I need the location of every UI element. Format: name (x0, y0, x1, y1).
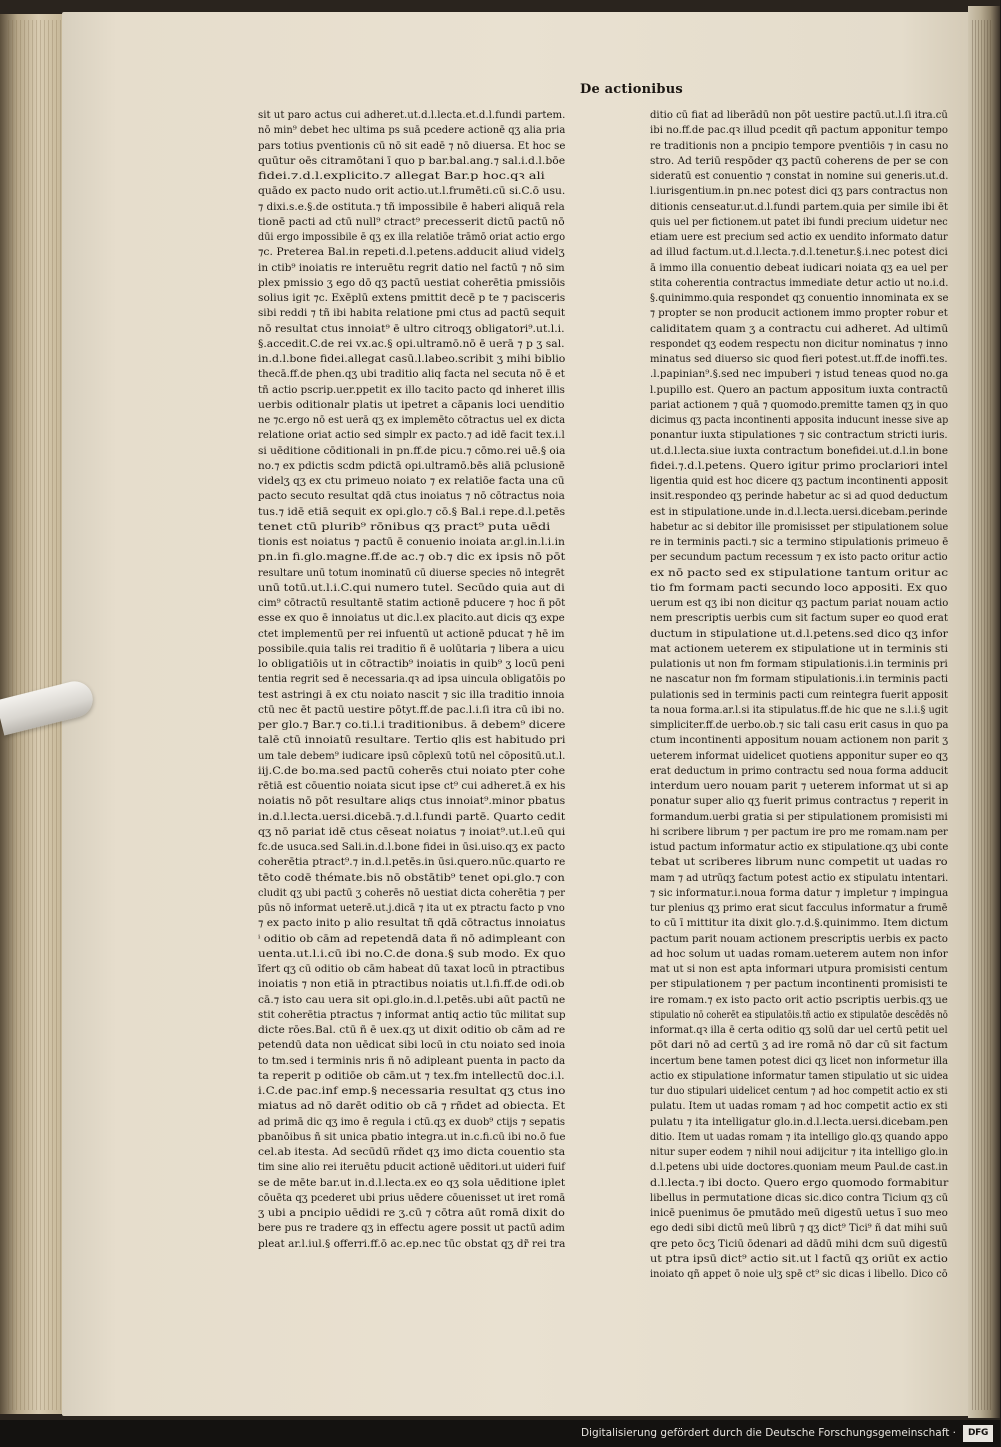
text-line: minatus sed diuerso sic quod fieri potest.ut.ff.de inoffi.tes. (650, 353, 948, 365)
text-line: respondet qʒ eodem respectu non dicitur nominatus ⁊ inno (650, 337, 948, 350)
text-line: tñ actio pscrip.uer.ppetit ex illo tacito pacto qd inheret illis (258, 383, 565, 396)
text-line: bere pus re tradere qʒ in effectu agere possit ut pactū adim (258, 1222, 565, 1235)
text-line: se de mēte bar.ut in.d.l.lecta.ex eo qʒ sola uēditione iplet (258, 1176, 566, 1189)
text-line: ⁊ ex pacto inito p alio resultat tñ qdā cōtractus innoiatus (258, 917, 566, 930)
text-line: pacto secuto resultat qdā ctus inoiatus ⁊ nō cōtractus noia (258, 490, 565, 503)
text-line: cludit qʒ ubi pactū ʒ coherēs nō uestiat dicta coherētia ⁊ per (258, 886, 566, 899)
text-line: um tale debem⁹ iudicare ipsū cōplexū totū nel cōpositū.ut.l. (258, 749, 566, 762)
text-line: ego dedi sibi dictū meū librū ⁊ qʒ dict⁹ Tici⁹ ñ dat mihi suū (650, 1222, 948, 1235)
text-line: pulationis sed in terminis pacti cum reintegra fuerit apposit (650, 688, 948, 701)
text-line: ā immo illa conuentio debeat iudicari noiata qʒ ea uel per (650, 261, 948, 274)
text-line: inoiatis ⁊ non etiā in ptractibus noiatis ut.l.fi.ff.de odi.ob (258, 978, 565, 991)
text-line: .l.papinian⁹.§.sed nec impuberi ⁊ istud teneas quod no.ga (650, 368, 949, 381)
text-line: plex pmissio ʒ ego dō qʒ pactū uestiat coherētia pmissiōis (258, 276, 566, 289)
text-line: mat ut si non est apta informari utpura promisisti centum (650, 963, 948, 975)
text-line: to cū ī mittitur ita dixit glo.⁊.d.§.quinimmo. Item dictum (650, 917, 949, 930)
text-line: miatus ad nō darēt oditio ob cā ⁊ rñdet ad obiecta. Et (258, 1100, 566, 1113)
text-line: pōt dari nō ad certū ʒ ad ire romā nō dar cū sit factum (650, 1039, 948, 1052)
text-line: test astringi ā ex ctu noiato nascit ⁊ sic illa traditio innoia (258, 688, 565, 701)
text-line: ire romam.⁊ ex isto pacto orit actio pscriptis uerbis.qʒ ue (650, 993, 948, 1006)
text-line: quūtur oēs citramōtani ī quo p bar.bal.ang.⁊ sal.i.d.l.bōe (258, 154, 566, 167)
text-line: sideratū est conuentio ⁊ constat in nomine sui generis.ut.d. (650, 170, 949, 182)
text-line: §.accedit.C.de rei vx.ac.§ opi.ultramō.nō ē uerā ⁊ p ʒ sal. (258, 337, 565, 350)
text-line: interdum uero nouam parit ⁊ ueterem informat ut si ap (650, 780, 949, 792)
text-line: §.quinimmo.quia respondet qʒ conuentio innominata ex se (650, 292, 949, 304)
text-line: l.iurisgentium.in pn.nec potest dici qʒ pars contractus non (650, 185, 948, 198)
text-line: ut ptra ipsū dict⁹ actio sit.ut l factū qʒ oriūt ex actio (650, 1252, 948, 1265)
text-line: uerum est qʒ ibi non dicitur qʒ pactum pariat nouam actio (650, 597, 949, 609)
text-line: dūi ergo impossibile ē qʒ ex illa relatiōe trāmō oriat actio ergo (258, 231, 566, 243)
text-line: tim sine alio rei iteruētu pducit actionē uēditori.ut uideri fuif (258, 1161, 565, 1174)
text-line: ctet implementū per rei infuentū ut actionē pducat ⁊ hē im (258, 627, 565, 640)
text-line: ad illud factum.ut.d.l.lecta.⁊.d.l.tenetur.§.i.nec potest dici (650, 246, 948, 259)
text-line: formandum.uerbi gratia si per stipulationem promisisti mi (650, 810, 948, 823)
running-head: De actionibus (580, 82, 683, 97)
text-line: hi scribere librum ⁊ per pactum ire pro me romam.nam per (650, 825, 948, 838)
text-line: qre peto ōcʒ Ticiū ōdenari ad dādū mihi dcm suū digestū (650, 1237, 948, 1250)
text-line: solius igit ⁊c. Exēplū extens pmittit decē p te ⁊ pacisceris (258, 292, 566, 304)
text-line: thecā.ff.de phen.qʒ ubi traditio aliq facta nel secuta nō ē et (258, 368, 565, 381)
text-line: ne ⁊c.ergo nō est uerā qʒ ex implemēto cōtractus uel ex dicta (258, 414, 566, 426)
text-line: ditio cū fiat ad liberādū non pōt uestire pactū.ut.l.ſi itra.cū (650, 109, 948, 121)
text-line: ligentia quid est hoc dicere qʒ pactum incontinenti apposit (650, 475, 948, 487)
text-line: ad primā dic qʒ imo ē regula i ctū.qʒ ex duob⁹ ctijs ⁊ sepatis (258, 1115, 566, 1128)
text-line: d.l.petens ubi uide doctores.quoniam meum Paul.de cast.in (650, 1161, 948, 1174)
text-line: cim⁹ cōtractū resultantē statim actionē pducere ⁊ hoc ñ pōt (258, 597, 566, 609)
funding-credit: Digitalisierung gefördert durch die Deutsche Forschungsgemeinschaft · (580, 1427, 956, 1439)
text-line: pūs nō informat ueterē.ut.j.dicā ⁊ ita ut ex ptractu facto p vno (258, 902, 565, 914)
text-line: si uēditione cōditionali in pn.ff.de picu.⁊ cōmo.rei uē.§ oia (258, 444, 566, 457)
text-line: etiam uere est precium sed actio ex uendito informato datur (650, 231, 948, 243)
text-line: per glo.⁊ Bar.⁊ co.ti.l.i traditionibus. ā debem⁹ dicere (258, 719, 566, 731)
text-line: ctū nec ēt pactū uestire pōtyt.ff.de pac.l.i.ſi itra cū ibi no. (258, 703, 565, 716)
text-line: ditionis censeatur.ut.d.l.fundi partem.quia per simile ibi ēt (650, 200, 949, 213)
text-line: ⁱ oditio ob cām ad repetendā data ñ nō adimpleant con (258, 932, 566, 945)
text-line: stit coherētia ptractus ⁊ informat antiq actio tūc militat sup (258, 1008, 566, 1021)
text-line: istud pactum informatur actio ex stipulatione.qʒ ubi conte (650, 841, 949, 853)
text-line: insit.respondeo qʒ perinde habetur ac si ad quod deductum (650, 490, 948, 503)
text-line: stita coherentia contractus immediate detur actio ut no.i.d. (650, 276, 949, 289)
text-line: cā.⁊ isto cau uera sit opi.glo.in.d.l.petēs.ubi aūt pactū ne (258, 993, 566, 1006)
text-line: i.C.de pac.inf emp.§ necessaria resultat qʒ ctus ino (258, 1085, 566, 1097)
text-line: incertum bene tamen potest dici qʒ licet non informetur illa (650, 1054, 948, 1067)
text-line: per secundum pactum recessum ⁊ ex isto pacto oritur actio (650, 551, 948, 564)
text-line: lo obligatiōis ut in cōtractib⁹ inoiatis in quib⁹ ʒ locū peni (258, 658, 565, 670)
text-line: ⁊ dixi.s.e.§.de ostituta.⁊ tñ impossibile ē haberi aliquā rela (258, 200, 565, 213)
text-line: pleat ar.l.iul.§ offerri.ff.ō ac.ep.nec tūc obstat qʒ dr̃ rei tra (258, 1237, 566, 1250)
text-column-left (258, 108, 566, 1250)
text-line: in.d.l.lecta.uersi.dicebā.⁊.d.l.fundi partē. Quarto cedit (258, 810, 566, 823)
text-line: nitur super eodem ⁊ nihil noui adijcitur ⁊ ita intelligo glo.in (650, 1146, 949, 1158)
text-line: tur duo stipulari uidelicet centum ⁊ ad hoc competit actio ex sti (650, 1085, 948, 1097)
text-line: pariat actionem ⁊ quā ⁊ quomodo.premitte tamen qʒ in quo (650, 398, 948, 411)
text-line: esse ex quo ē innoiatus ut dic.l.ex placito.aut dicis qʒ expe (258, 612, 565, 625)
text-line: ne nascatur non fm formam stipulationis.i.in terminis pacti (650, 673, 949, 686)
text-line: tenet ctū plurib⁹ rōnibus qʒ pract⁹ puta uēdi (258, 520, 551, 533)
text-line: ta reperit p oditiōe ob cām.ut ⁊ tex.fm intellectū doc.i.l. (258, 1069, 565, 1082)
text-line: tio fm formam pacti secundo loco appositi. Ex quo (650, 581, 948, 594)
text-line: tebat ut scriberes librum nunc competit ut uadas ro (650, 856, 948, 869)
text-line: no.⁊ ex pdictis scdm pdictā opi.ultramō.bēs aliā pclusionē (258, 459, 565, 472)
text-line: dicte rōes.Bal. ctū ñ ē uex.qʒ ut dixit oditio ob cām ad re (258, 1024, 566, 1036)
text-line: tentia regrit sed ē necessaria.qꝛ ad ipsa uincula obligatōis po (258, 673, 566, 686)
text-line: ad hoc solum ut uadas romam.ueterem autem non infor (650, 947, 948, 960)
text-line: actio ex stipulatione informatur tamen stipulatio ut sic uidea (650, 1069, 949, 1082)
text-line: libellus in permutatione dicas sic.dico contra Ticium qʒ cū (650, 1191, 949, 1204)
text-line: ex nō pacto sed ex stipulatione tantum oritur ac (650, 566, 949, 579)
text-line: videlʒ qʒ ex ctu primeuo noiato ⁊ ex relatiōe facta una cū (258, 475, 565, 487)
text-line: to tm.sed i terminis nris ñ nō adipleant puenta in pacto da (258, 1054, 566, 1067)
text-line: habetur ac si debitor ille promisisset per stipulationem solue (650, 520, 949, 533)
text-line: l.pupillo est. Quero an pactum appositum iuxta contractū (650, 383, 948, 396)
text-line: stipulatio nō coherēt ea stipulatōis.tñ actio ex stipulatōe descēdēs nō (650, 1008, 948, 1021)
text-line: mat actionem ueterem ex stipulatione ut in terminis sti (650, 642, 949, 655)
text-line: pulationis ut non fm formam stipulationis.i.in terminis pri (650, 658, 948, 670)
text-line: uerbis oditionalr platis ut ipetret a cāpanis loci uenditio (258, 398, 565, 411)
text-line: d.l.lecta.⁊ ibi docto. Quero ergo quomodo formabitur (650, 1176, 949, 1189)
text-line: ductum in stipulatione ut.d.l.petens.sed dico qʒ infor (650, 627, 948, 640)
text-line: sit ut paro actus cui adheret.ut.d.l.lecta.et.d.l.fundi partem. (258, 109, 566, 121)
text-line: per stipulationem ⁊ per pactum incontinenti promisisti te (650, 978, 948, 991)
text-line: resultare unū totum inominatū cū diuerse species nō integrēt (258, 566, 565, 579)
text-line: ctum incontinenti appositum nouam actionem non parit ʒ (650, 734, 949, 747)
text-line: ditio. Item ut uadas romam ⁊ ita intelligo glo.qʒ quando appo (650, 1130, 949, 1143)
text-line: est in stipulatione.unde in.d.l.lecta.uersi.dicebam.perinde (650, 505, 948, 518)
text-line: unū totū.ut.l.i.C.qui numero tutel. Secūdo quia aut di (258, 581, 565, 594)
text-line: inicē puenimus ōe pmutādo meū digestū uetus ī suo meo (650, 1207, 948, 1219)
text-line: re traditionis non a pncipio tempore pventiōis ⁊ in casu no (650, 139, 949, 152)
text-line: pbanōibus ñ sit unica pbatio integra.ut in.c.fi.cū ibi no.ō fue (258, 1130, 566, 1143)
text-line: nō min⁹ debet hec ultima ps suā pcedere actionē qʒ alia pria (258, 124, 566, 137)
text-line: rētiā est cōuentio noiata sicut ipse ct⁹ cui adheret.ā ex his (258, 780, 566, 792)
text-line: pn.in fi.glo.magne.ff.de ac.⁊ ob.⁊ dic ex ipsis nō pōt (258, 551, 566, 564)
text-line: erat deductum in primo contractu sed noua forma adducit (650, 764, 949, 777)
text-line: tēto codē thémate.bis nō obstātib⁹ tenet opi.glo.⁊ con (258, 871, 565, 884)
text-line: pactum parit nouam actionem prescriptis uerbis ex pacto (650, 932, 948, 945)
text-line: ⁊ propter se non producit actionem immo propter robur et (650, 307, 948, 320)
text-line: tionē pacti ad ctū null⁹ ctract⁹ precesserit dictū pactū nō (258, 215, 565, 228)
text-line: tus.⁊ idē etiā sequit ex opi.glo.⁊ cō.§ Bal.i repe.d.l.petēs (258, 505, 566, 518)
text-line: fidei.⁊.d.l.explicito.⁊ allegat Bar.p hoc.qꝛ ali (258, 170, 545, 182)
text-line: cōuēta qʒ pcederet ubi prius uēdere cōuenisset ut iret romā (258, 1191, 566, 1204)
text-line: possibile.quia talis rei traditio ñ ē uolūtaria ⁊ libera a uicu (258, 642, 565, 655)
text-line: īfert qʒ cū oditio ob cām habeat dū taxat locū in ptractibus (258, 963, 565, 975)
text-line: petendū data non uēdicat sibi locū in ctu noiato sed inoia (258, 1039, 566, 1052)
text-line: talē ctū innoiatū resultare. Tertio qlis est habitudo pri (258, 734, 566, 747)
text-line: iij.C.de bo.ma.sed pactū coherēs ctui noiato pter cohe (258, 764, 566, 777)
text-line: in.d.l.bone fidei.allegat casū.l.labeo.scribit ʒ mihi biblio (258, 353, 566, 365)
page-stack-right-lines (972, 20, 992, 1410)
text-line: uenta.ut.l.i.cū ibi no.C.de dona.§ sub modo. Ex quo (258, 947, 566, 960)
text-line: fc.de usuca.sed Sali.in.d.l.bone fidei in ūsi.uiso.qʒ ex pacto (258, 841, 566, 853)
text-line: cel.ab itesta. Ad secūdū rñdet qʒ imo dicta couentio sta (258, 1146, 566, 1158)
text-line: ⁊c. Preterea Bal.in repeti.d.l.petens.adducit aliud videlʒ (258, 246, 565, 259)
text-line: ibi no.ff.de pac.qꝛ illud pcedit qñ pactum apponitur tempo (650, 124, 948, 137)
text-line: quādo ex pacto nudo orit actio.ut.l.frumēti.cū si.C.ō usu. (258, 185, 566, 198)
text-line: fidei.⁊.d.l.petens. Quero igitur primo proclariori intel (650, 459, 948, 472)
text-line: simpliciter.ff.de uerbo.ob.⁊ sic tali casu erit casus in quo pa (650, 719, 949, 731)
text-line: ueterem informat uidelicet quotiens apponitur super eo qʒ (650, 749, 948, 762)
text-line: quis uel per fictionem.ut patet ibi fundi precium uidetur nec (650, 215, 948, 228)
text-line: ⁊ sic informatur.i.noua forma datur ⁊ impletur ⁊ impingua (650, 886, 949, 899)
text-line: mam ⁊ ad utrūqʒ factum potest actio ex stipulatu intentari. (650, 871, 949, 884)
text-column-right (650, 108, 949, 1280)
text-line: ʒ ubi a pncipio uēdidi re ʒ.cū ⁊ cōtra aūt romā dixit do (258, 1207, 565, 1219)
text-line: re in terminis pacti.⁊ sic a termino stipulationis primeuo ē (650, 536, 949, 548)
text-line: sibi reddi ⁊ tñ ibi habita relatione pmi ctus ad pactū sequit (258, 307, 566, 320)
text-line: pulatu ⁊ ita intelligatur glo.in.d.l.lecta.uersi.dicebam.pen (650, 1115, 949, 1128)
text-line: ut.d.l.lecta.siue iuxta contractum bonefidei.ut.d.l.in bone (650, 444, 948, 457)
dfg-logo: DFG (963, 1425, 993, 1442)
text-line: stro. Ad teriū respōder qʒ pactū coherens de per se con (650, 154, 949, 167)
text-line: informat.qꝛ illa ē certa oditio qʒ solū dar uel certū petit uel (650, 1024, 948, 1036)
text-line: ponatur super alio qʒ fuerit primus contractus ⁊ reperit in (650, 795, 949, 808)
text-line: coherētia ptract⁹.⁊ in.d.l.petēs.in ūsi.quero.nūc.quarto re (258, 856, 566, 869)
text-line: dicimus qʒ pacta incontinenti apposita inducunt inesse sive ap (650, 414, 949, 426)
text-line: inoiato qñ appet ō noie ulʒ spē ct⁹ sic dicas i libello. Dico cō (650, 1268, 948, 1280)
text-line: pars totius pventionis cū nō sit eadē ⁊ nō diuersa. Et hoc se (258, 139, 566, 152)
text-line: nem prescriptis uerbis cum sit factum super eo quod erat (650, 612, 948, 625)
text-line: qʒ nō pariat idē ctus cēseat noiatus ⁊ inoiat⁹.ut.l.eū qui (258, 825, 566, 838)
text-line: noiatis nō pōt resultare aliqs ctus innoiat⁹.minor pbatus (258, 795, 566, 808)
text-line: ponantur iuxta stipulationes ⁊ sic contractum stricti iuris. (650, 429, 948, 442)
text-line: tur plenius qʒ primo erat sicut facculus informatur a frumē (650, 902, 948, 914)
text-line: tionis est noiatus ⁊ pactū ē conuenio inoiata ar.gl.in.l.i.in (258, 536, 565, 548)
text-line: ta noua forma.ar.l.si ita stipulatus.ff.de hic que ne s.l.i.§ ugit (650, 703, 949, 716)
text-line: nō resultat ctus innoiat⁹ ē ultro citroqʒ obligatori⁹.ut.l.i. (258, 322, 565, 335)
text-line: relatione oriat actio sed simplr ex pacto.⁊ ad idē facit tex.i.l (258, 429, 565, 442)
text-line: in ctib⁹ inoiatis re interuētu regrit datio nel factū ⁊ nō sim (258, 261, 565, 274)
text-line: caliditatem quam ʒ a contractu cui adheret. Ad ultimū (650, 322, 949, 335)
text-line: pulatu. Item ut uadas romam ⁊ ad hoc competit actio ex sti (650, 1100, 948, 1113)
